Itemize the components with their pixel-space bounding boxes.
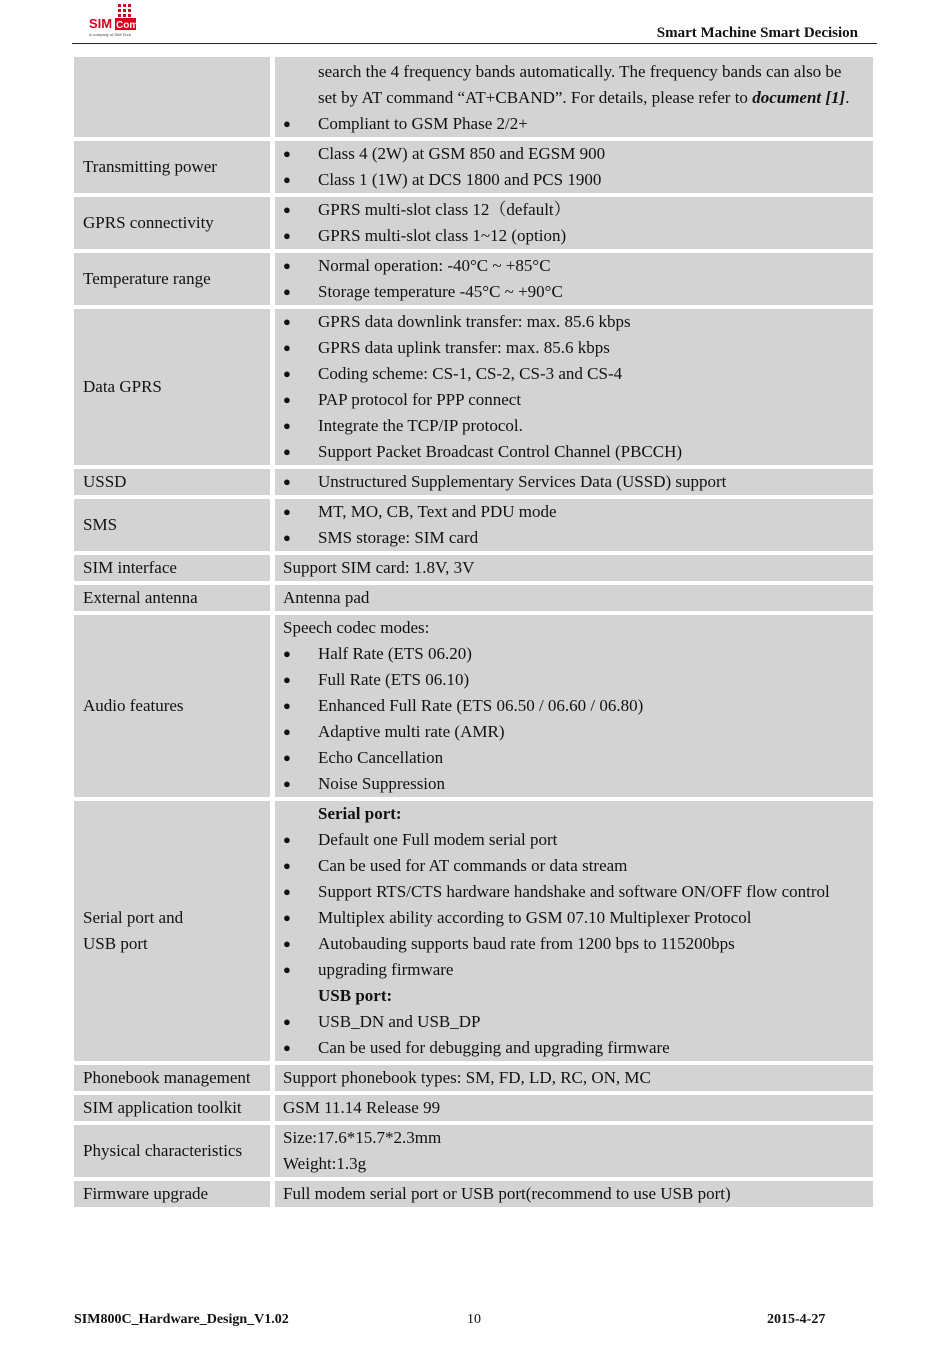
bullet-icon: ●: [283, 750, 291, 765]
row-value: [275, 615, 873, 797]
row-label: Transmitting power: [74, 141, 275, 193]
table-row-gprs-connectivity: [74, 197, 873, 249]
bullet-icon: ●: [283, 474, 291, 489]
list-item: ● Noise Suppression: [283, 771, 865, 797]
table-row-audio-features: [74, 615, 873, 797]
list-item: ● Adaptive multi rate (AMR): [283, 719, 865, 745]
table-row-sim-interface: [74, 555, 873, 581]
serial-port-heading: Serial port:: [318, 804, 402, 823]
footer-page-number: 10: [467, 1312, 481, 1327]
bullet-icon: ●: [283, 392, 291, 407]
list-item: ● Autobauding supports baud rate from 1200 bps to 115200bps: [283, 931, 865, 957]
table-row-phonebook: [74, 1065, 873, 1091]
bullet-icon: ●: [283, 284, 291, 299]
row-label: [74, 57, 275, 137]
row-label: Data GPRS: [74, 309, 275, 465]
bullet-icon: ●: [283, 936, 291, 951]
bullet-icon: ●: [283, 530, 291, 545]
row-label: Firmware upgrade: [74, 1181, 275, 1207]
bullet-icon: ●: [283, 910, 291, 925]
bullet-icon: ●: [283, 504, 291, 519]
footer-doc-name: SIM800C_Hardware_Design_V1.02: [74, 1312, 289, 1327]
row-label: Temperature range: [74, 253, 275, 305]
simcom-logo: [88, 4, 138, 38]
list-item: ● upgrading firmware: [283, 957, 865, 983]
list-item: ● Support RTS/CTS hardware handshake and software ON/OFF flow control: [283, 879, 865, 905]
bullet-icon: ●: [283, 444, 291, 459]
table-row-sms: [74, 499, 873, 551]
table-row-firmware-upgrade: [74, 1181, 873, 1207]
continued-text-ref: set by AT command “AT+CBAND”. For details, please refer to document [1].: [318, 88, 850, 107]
table-row-ussd: [74, 469, 873, 495]
bullet-icon: ●: [283, 646, 291, 661]
spec-table: [74, 53, 873, 1211]
list-item: ● Coding scheme: CS-1, CS-2, CS-3 and CS-4: [283, 361, 865, 387]
bullet-icon: ●: [283, 228, 291, 243]
list-item: ● Normal operation: -40°C ~ +85°C: [283, 253, 865, 279]
header-title: Smart Machine Smart Decision: [656, 25, 858, 41]
row-label: SMS: [74, 499, 275, 551]
list-item: ● Class 4 (2W) at GSM 850 and EGSM 900: [283, 141, 865, 167]
list-item: ● PAP protocol for PPP connect: [283, 387, 865, 413]
bullet-icon: ●: [283, 314, 291, 329]
list-item: ● Half Rate (ETS 06.20): [283, 641, 865, 667]
row-value: [275, 141, 873, 193]
table-row-transmitting-power: [74, 141, 873, 193]
list-item: ● MT, MO, CB, Text and PDU mode: [283, 499, 865, 525]
intro-text: Speech codec modes:: [283, 618, 430, 637]
svg-text:SIM: SIM: [89, 16, 113, 31]
row-value: Full modem serial port or USB port(recommend to use USB port): [275, 1181, 873, 1207]
bullet-icon: ●: [283, 776, 291, 791]
list-item: ● Class 1 (1W) at DCS 1800 and PCS 1900: [283, 167, 865, 193]
bullet-icon: ●: [283, 366, 291, 381]
table-row-sim-toolkit: [74, 1095, 873, 1121]
list-item: ● GPRS data downlink transfer: max. 85.6 kbps: [283, 309, 865, 335]
list-item: ● Echo Cancellation: [283, 745, 865, 771]
bullet-icon: ●: [283, 724, 291, 739]
list-item: ● Enhanced Full Rate (ETS 06.50 / 06.60 / 06.80): [283, 693, 865, 719]
list-item: ● Full Rate (ETS 06.10): [283, 667, 865, 693]
bullet-icon: ●: [283, 146, 291, 161]
continued-text: search the 4 frequency bands automatically. The frequency bands can also be: [318, 62, 842, 81]
bullet-icon: ●: [283, 962, 291, 977]
table-row-external-antenna: [74, 585, 873, 611]
list-item: ● Multiplex ability according to GSM 07.10 Multiplexer Protocol: [283, 905, 865, 931]
list-item: ● Integrate the TCP/IP protocol.: [283, 413, 865, 439]
footer-date: 2015-4-27: [767, 1312, 826, 1327]
svg-text:Com: Com: [116, 20, 138, 31]
row-label: SIM application toolkit: [74, 1095, 275, 1121]
bullet-icon: ●: [283, 340, 291, 355]
row-label: External antenna: [74, 585, 275, 611]
row-label: GPRS connectivity: [74, 197, 275, 249]
row-value: [275, 499, 873, 551]
row-label: Serial port and USB port: [74, 801, 275, 1061]
table-row-temperature-range: [74, 253, 873, 305]
bullet-icon: ●: [283, 698, 291, 713]
bullet-icon: ●: [283, 884, 291, 899]
row-value: [275, 253, 873, 305]
table-row-data-gprs: [74, 309, 873, 465]
list-item: ● Storage temperature -45°C ~ +90°C: [283, 279, 865, 305]
row-value: [275, 469, 873, 495]
document-reference: document [1]: [752, 88, 846, 107]
bullet-icon: ●: [283, 418, 291, 433]
bullet-icon: ●: [283, 832, 291, 847]
row-value: Support phonebook types: SM, FD, LD, RC, ON, MC: [275, 1065, 873, 1091]
list-item: ● Support Packet Broadcast Control Channel (PBCCH): [283, 439, 865, 465]
bullet-icon: ●: [283, 858, 291, 873]
row-value: [275, 801, 873, 1061]
row-value: [275, 309, 873, 465]
list-item: ● GPRS multi-slot class 1~12 (option): [283, 223, 865, 249]
row-label: Audio features: [74, 615, 275, 797]
row-label: SIM interface: [74, 555, 275, 581]
usb-port-heading: USB port:: [318, 986, 393, 1005]
list-item: ● Default one Full modem serial port: [283, 827, 865, 853]
row-value: Support SIM card: 1.8V, 3V: [275, 555, 873, 581]
row-value: [275, 197, 873, 249]
row-value: Size:17.6*15.7*2.3mm Weight:1.3g: [275, 1125, 873, 1177]
list-item: ● USB_DN and USB_DP: [283, 1009, 865, 1035]
list-item: ● GPRS data uplink transfer: max. 85.6 kbps: [283, 335, 865, 361]
row-value: [275, 57, 873, 137]
list-item: ● Unstructured Supplementary Services Data (USSD) support: [283, 469, 865, 495]
bullet-icon: ●: [283, 258, 291, 273]
list-item: ● Compliant to GSM Phase 2/2+: [283, 111, 865, 137]
list-item: ● Can be used for debugging and upgrading firmware: [283, 1035, 865, 1061]
bullet-icon: ●: [283, 1040, 291, 1055]
bullet-icon: ●: [283, 202, 291, 217]
row-value: Antenna pad: [275, 585, 873, 611]
list-item: ● Can be used for AT commands or data stream: [283, 853, 865, 879]
list-item: ● GPRS multi-slot class 12（default）: [283, 197, 865, 223]
bullet-icon: ●: [283, 1014, 291, 1029]
table-row-physical: [74, 1125, 873, 1177]
list-item: ● SMS storage: SIM card: [283, 525, 865, 551]
bullet-icon: ●: [283, 172, 291, 187]
row-value: GSM 11.14 Release 99: [275, 1095, 873, 1121]
row-label: Phonebook management: [74, 1065, 275, 1091]
bullet-icon: ●: [283, 116, 291, 131]
row-label: Physical characteristics: [74, 1125, 275, 1177]
bullet-icon: ●: [283, 672, 291, 687]
header-divider: [72, 43, 877, 44]
row-label: USSD: [74, 469, 275, 495]
svg-text:A company of SIM Tech: A company of SIM Tech: [89, 32, 131, 37]
table-row-frequency-cont: [74, 57, 873, 137]
table-row-serial-usb: [74, 801, 873, 1061]
